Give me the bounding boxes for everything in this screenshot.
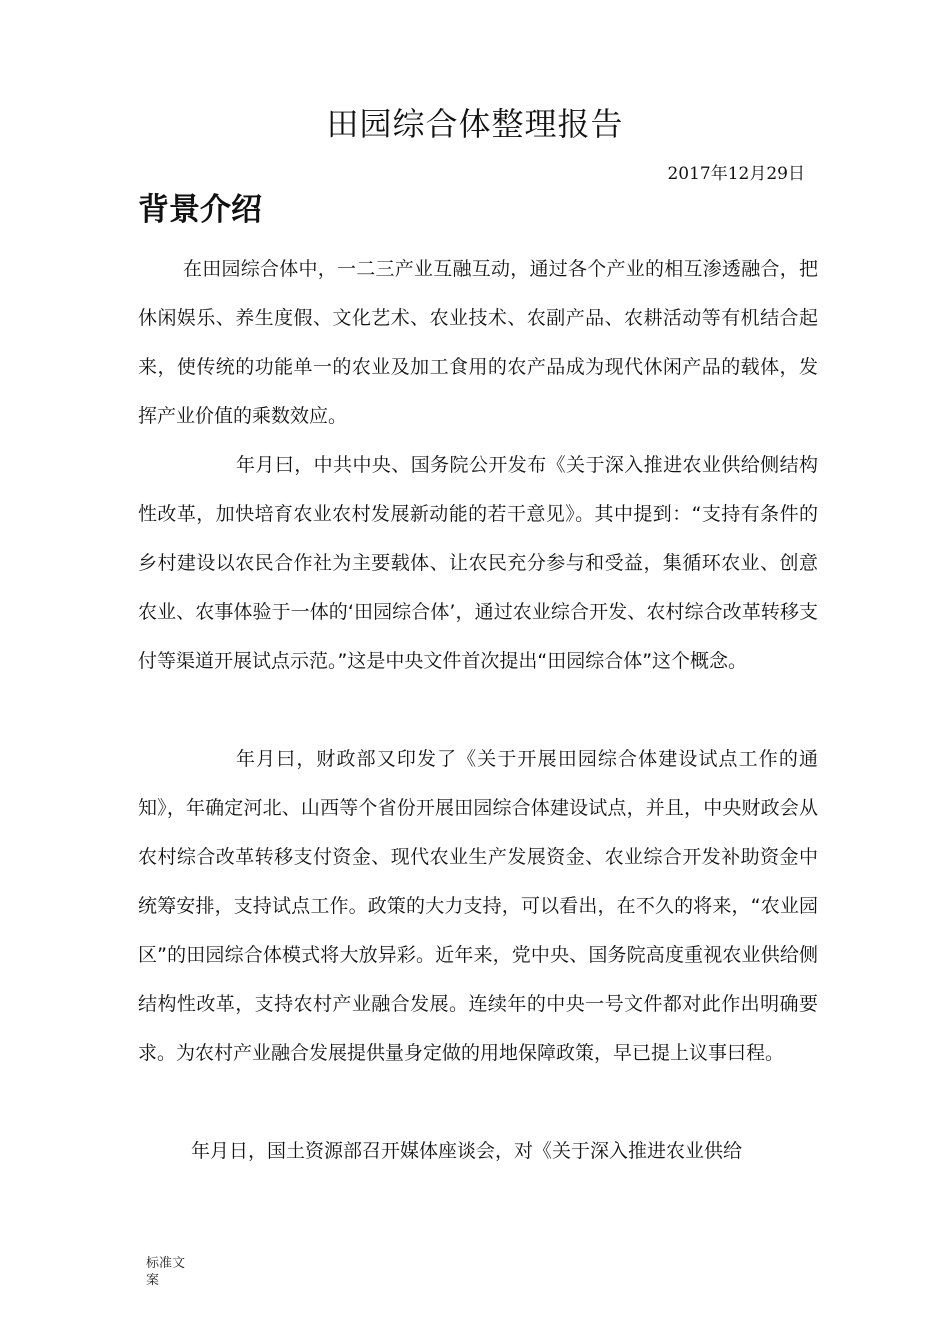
- paragraph-2: 年月曰，中共中央、国务院公开发布《关于深入推进农业供给侧结构性改革，加快培育农业农村发展新动能的若干意见》。其中提到：“支持有条件的乡村建设以农民合作社为主要载体、让农民充分参与和受益，集循环农业、创意农业、农事体验于一体的‘田园综合体’，通过农业综合开发、农村综合改革转移支付等渠道开展试点示范。”这是中央文件首次提出“田园综合体”这个概念。: [138, 454, 818, 672]
- paragraph-3: 年月曰，财政部又印发了《关于开展田园综合体建设试点工作的通知》，年确定河北、山西等个省份开展田园综合体建设试点，并且，中央财政会从农村综合改革转移支付资金、现代农业生产发展资金、农业综合开发补助资金中统筹安排，支持试点工作。政策的大力支持，可以看出，在不久的将来，“农业园区”的田园综合体模式将大放异彩。近年来，党中央、国务院高度重视农业供给侧结构性改革，支持农村产业融合发展。连续年的中央一号文件都对此作出明确要求。为农村产业融合发展提供量身定做的用地保障政策，早已提上议事曰程。: [138, 748, 818, 1064]
- body-text: [138, 245, 818, 1176]
- paragraph-1: 在田园综合体中，一二三产业互融互动，通过各个产业的相互渗透融合，把休闲娱乐、养生度假、文化艺术、农业技术、农副产品、农耕活动等有机结合起来，使传统的功能单一的农业及加工食用的农产品成为现代休闲产品的载体，发挥产业价值的乘数效应。: [138, 258, 818, 427]
- document-date: 2017年12月29日: [667, 164, 805, 184]
- document-title: 田园综合体整理报告: [326, 105, 624, 143]
- page-footer: 标准文案: [146, 1256, 186, 1288]
- paragraph-4: 年月日，国土资源部召开媒体座谈会，对《关于深入推进农业供给: [191, 1140, 743, 1162]
- section-heading: 背景介绍: [138, 192, 262, 228]
